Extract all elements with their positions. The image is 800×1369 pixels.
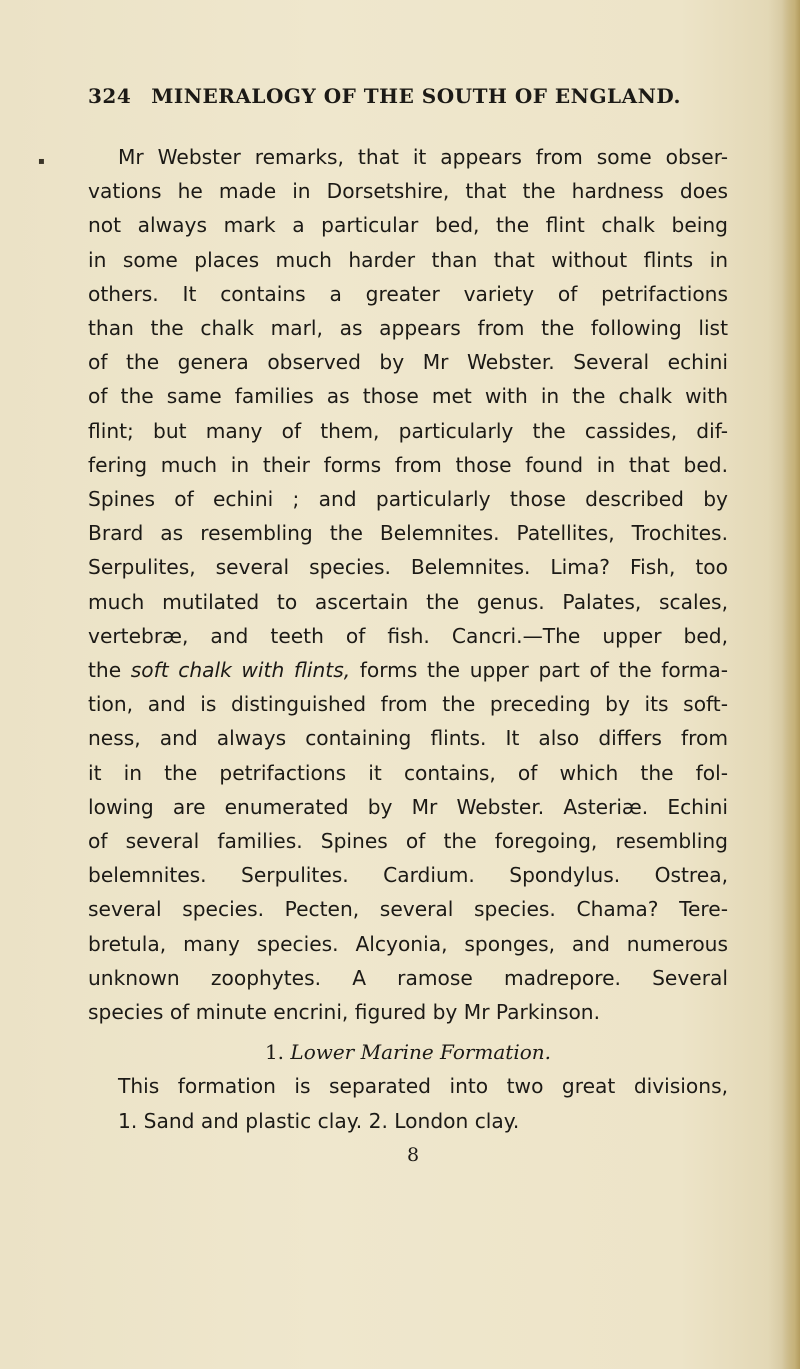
running-title: MINERALOGY OF THE SOUTH OF ENGLAND.: [151, 84, 681, 108]
text-line: much mutilated to ascertain the genus. Palates, scales,: [88, 589, 728, 614]
text-line: fering much in their forms from those found in that bed.: [88, 452, 728, 477]
text-line: tion, and is distinguished from the preceding by its soft-: [88, 692, 728, 717]
text-line: in some places much harder than that without flints in: [88, 247, 728, 272]
text-line: ness, and always containing flints. It also differs from: [88, 726, 728, 751]
text-line-with-italic: [88, 653, 728, 687]
text-line: vations he made in Dorsetshire, that the hardness does: [88, 179, 728, 204]
text-line: not always mark a particular bed, the flint chalk being: [88, 213, 728, 238]
text-line: belemnites. Serpulites. Cardium. Spondylus. Ostrea,: [88, 863, 728, 888]
text-segment: the: [88, 658, 131, 683]
page-edge-shadow: [782, 0, 800, 1369]
signature-mark: 8: [406, 1143, 420, 1166]
text-line: Serpulites, several species. Belemnites. Lima? Fish, too: [88, 555, 728, 580]
text-line: than the chalk marl, as appears from the following list: [88, 316, 728, 341]
text-line: Mr Webster remarks, that it appears from some obser-: [118, 145, 728, 169]
text-line: vertebræ, and teeth of fish. Cancri.—The upper bed,: [88, 623, 728, 648]
text-line: several species. Pecten, several species. Chama? Tere-: [88, 897, 728, 922]
section-number: 1.: [264, 1040, 285, 1065]
page-body: [88, 140, 728, 1172]
running-header: [88, 84, 688, 108]
text-line: species of minute encrini, figured by Mr Parkinson.: [88, 1000, 601, 1025]
text-line: flint; but many of them, particularly the cassides, dif-: [88, 418, 728, 443]
text-line: unknown zoophytes. A ramose madrepore. Several: [88, 965, 728, 990]
text-line: of the genera observed by Mr Webster. Several echini: [88, 350, 728, 375]
italic-term: soft chalk with flints,: [130, 658, 351, 683]
text-line: Spines of echini ; and particularly those described by: [88, 487, 728, 512]
text-line: it in the petrifactions it contains, of which the fol-: [88, 760, 728, 785]
text-line: of the same families as those met with in the chalk with: [88, 384, 728, 409]
text-line: bretula, many species. Alcyonia, sponges, and numerous: [88, 931, 728, 956]
text-segment: forms the upper part of the forma-: [350, 658, 728, 683]
text-line: lowing are enumerated by Mr Webster. Asteriæ. Echini: [88, 794, 728, 819]
section-title: Lower Marine Formation.: [290, 1040, 552, 1065]
text-line: Brard as resembling the Belemnites. Patellites, Trochites.: [88, 521, 728, 546]
page-number: 324: [88, 84, 132, 108]
text-line: of several families. Spines of the foregoing, resembling: [88, 829, 728, 854]
text-line: This formation is separated into two great divisions,: [118, 1074, 728, 1099]
margin-mark: ▪: [38, 156, 45, 167]
section-heading: [88, 1035, 728, 1069]
text-line: 1. Sand and plastic clay. 2. London clay.: [118, 1108, 520, 1133]
text-line: others. It contains a greater variety of petrifactions: [88, 281, 728, 306]
